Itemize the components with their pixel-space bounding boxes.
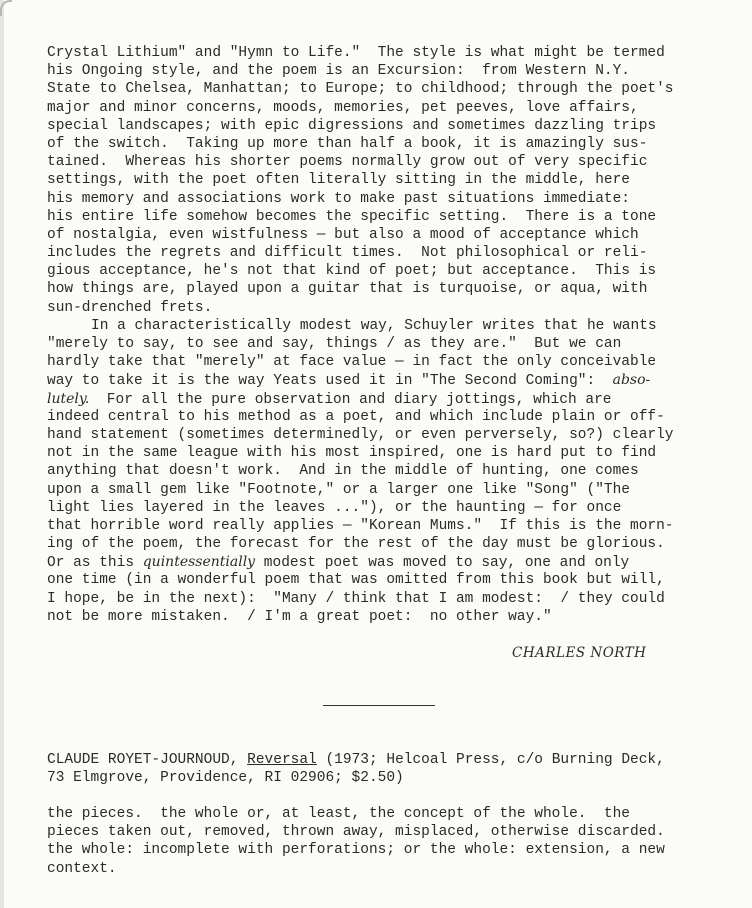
text-line: sun-drenched frets. — [47, 299, 213, 316]
publication-details: (1973; Helcoal Press, c/o Burning Deck, — [316, 752, 665, 768]
page-corner — [0, 0, 12, 16]
page-edge — [0, 0, 4, 908]
text-line: his memory and associations work to make past situations immediate: — [47, 190, 630, 207]
text-line: special landscapes; with epic digressions and sometimes dazzling trips — [47, 117, 657, 134]
text-line: I hope, be in the next): "Many / think that I am modest: / they could — [47, 590, 665, 607]
italic-text: abso- — [612, 372, 651, 389]
text-line: "merely to say, to see and say, things / as they are." But we can — [47, 336, 622, 352]
section-divider — [323, 705, 435, 706]
text-span: way to take it is the way Yeats used it in "The Second Coming": — [47, 373, 613, 390]
text-line: of the switch. Taking up more than half a book, it is amazingly sus- — [47, 135, 648, 152]
text-line — [47, 390, 674, 408]
text-line: how things are, played upon a guitar that is turquoise, or aqua, with — [47, 281, 648, 298]
text-line: that horrible word really applies — "Korean Mums." If this is the morn- — [47, 517, 674, 534]
text-line: one time (in a wonderful poem that was omitted from this book but will, — [47, 572, 665, 589]
text-line: In a characteristically modest way, Schuyler writes that he wants — [91, 317, 657, 334]
text-line: Crystal Lithium" and "Hymn to Life." The style is what might be termed — [47, 45, 665, 61]
italic-text: lutely. — [47, 390, 90, 407]
text-line: not in the same league with his most inspired, one is hard put to find — [47, 445, 657, 462]
text-line: anything that doesn't work. And in the middle of hunting, one comes — [47, 463, 639, 480]
text-line: ing of the poem, the forecast for the rest of the day must be glorious. — [47, 536, 665, 553]
text-line: hand statement (sometimes determinedly, or even perversely, so?) clearly — [47, 426, 674, 443]
text-line: his Ongoing style, and the poem is an Excursion: from Western N.Y. — [47, 63, 630, 80]
review-body — [47, 805, 665, 878]
italic-text: quintessentially — [142, 554, 256, 571]
text-line: State to Chelsea, Manhattan; to Europe; to childhood; through the poet's — [47, 81, 674, 98]
text-line: upon a small gem like "Footnote," or a larger one like "Song" ("The — [47, 481, 630, 498]
text-line: the pieces. the whole or, at least, the concept of the whole. the — [47, 806, 630, 822]
text-line: context. — [47, 860, 117, 877]
review-text — [47, 44, 674, 626]
text-line: of nostalgia, even wistfulness — but also a mood of acceptance which — [47, 226, 639, 243]
text-line: his entire life somehow becomes the specific setting. There is a tone — [47, 208, 657, 225]
citation-line — [47, 751, 665, 769]
review-heading — [47, 751, 665, 787]
text-line — [47, 553, 674, 571]
text-line: settings, with the poet often literally sitting in the middle, here — [47, 172, 630, 189]
citation-line: 73 Elmgrove, Providence, RI 02906; $2.50) — [47, 770, 404, 787]
text-span: modest poet was moved to say, one and only — [255, 555, 630, 572]
text-line: hardly take that "merely" at face value — in fact the only conceivable — [47, 354, 657, 371]
text-line: light lies layered in the leaves ..."), or the haunting — for once — [47, 499, 622, 516]
text-line: not be more mistaken. / I'm a great poet: no other way." — [47, 608, 552, 625]
text-line: major and minor concerns, moods, memories, pet peeves, love affairs, — [47, 99, 639, 116]
text-line — [47, 371, 674, 389]
text-span: Or as this — [47, 555, 143, 572]
text-line: pieces taken out, removed, thrown away, misplaced, otherwise discarded. — [47, 824, 665, 841]
text-line: indeed central to his method as a poet, and which include plain or off- — [47, 408, 665, 425]
text-line: the whole: incomplete with perforations; or the whole: extension, a new — [47, 842, 665, 859]
text-line: tained. Whereas his shorter poems normally grow out of very specific — [47, 154, 648, 171]
book-title: Reversal — [247, 752, 317, 768]
text-line: includes the regrets and difficult times. Not philosophical or reli- — [47, 245, 648, 262]
author-signature: CHARLES NORTH — [512, 645, 647, 661]
text-line: gious acceptance, he's not that kind of poet; but acceptance. This is — [47, 263, 657, 280]
book-author: CLAUDE ROYET-JOURNOUD, — [47, 752, 248, 768]
text-span: For all the pure observation and diary jottings, which are — [89, 391, 612, 408]
